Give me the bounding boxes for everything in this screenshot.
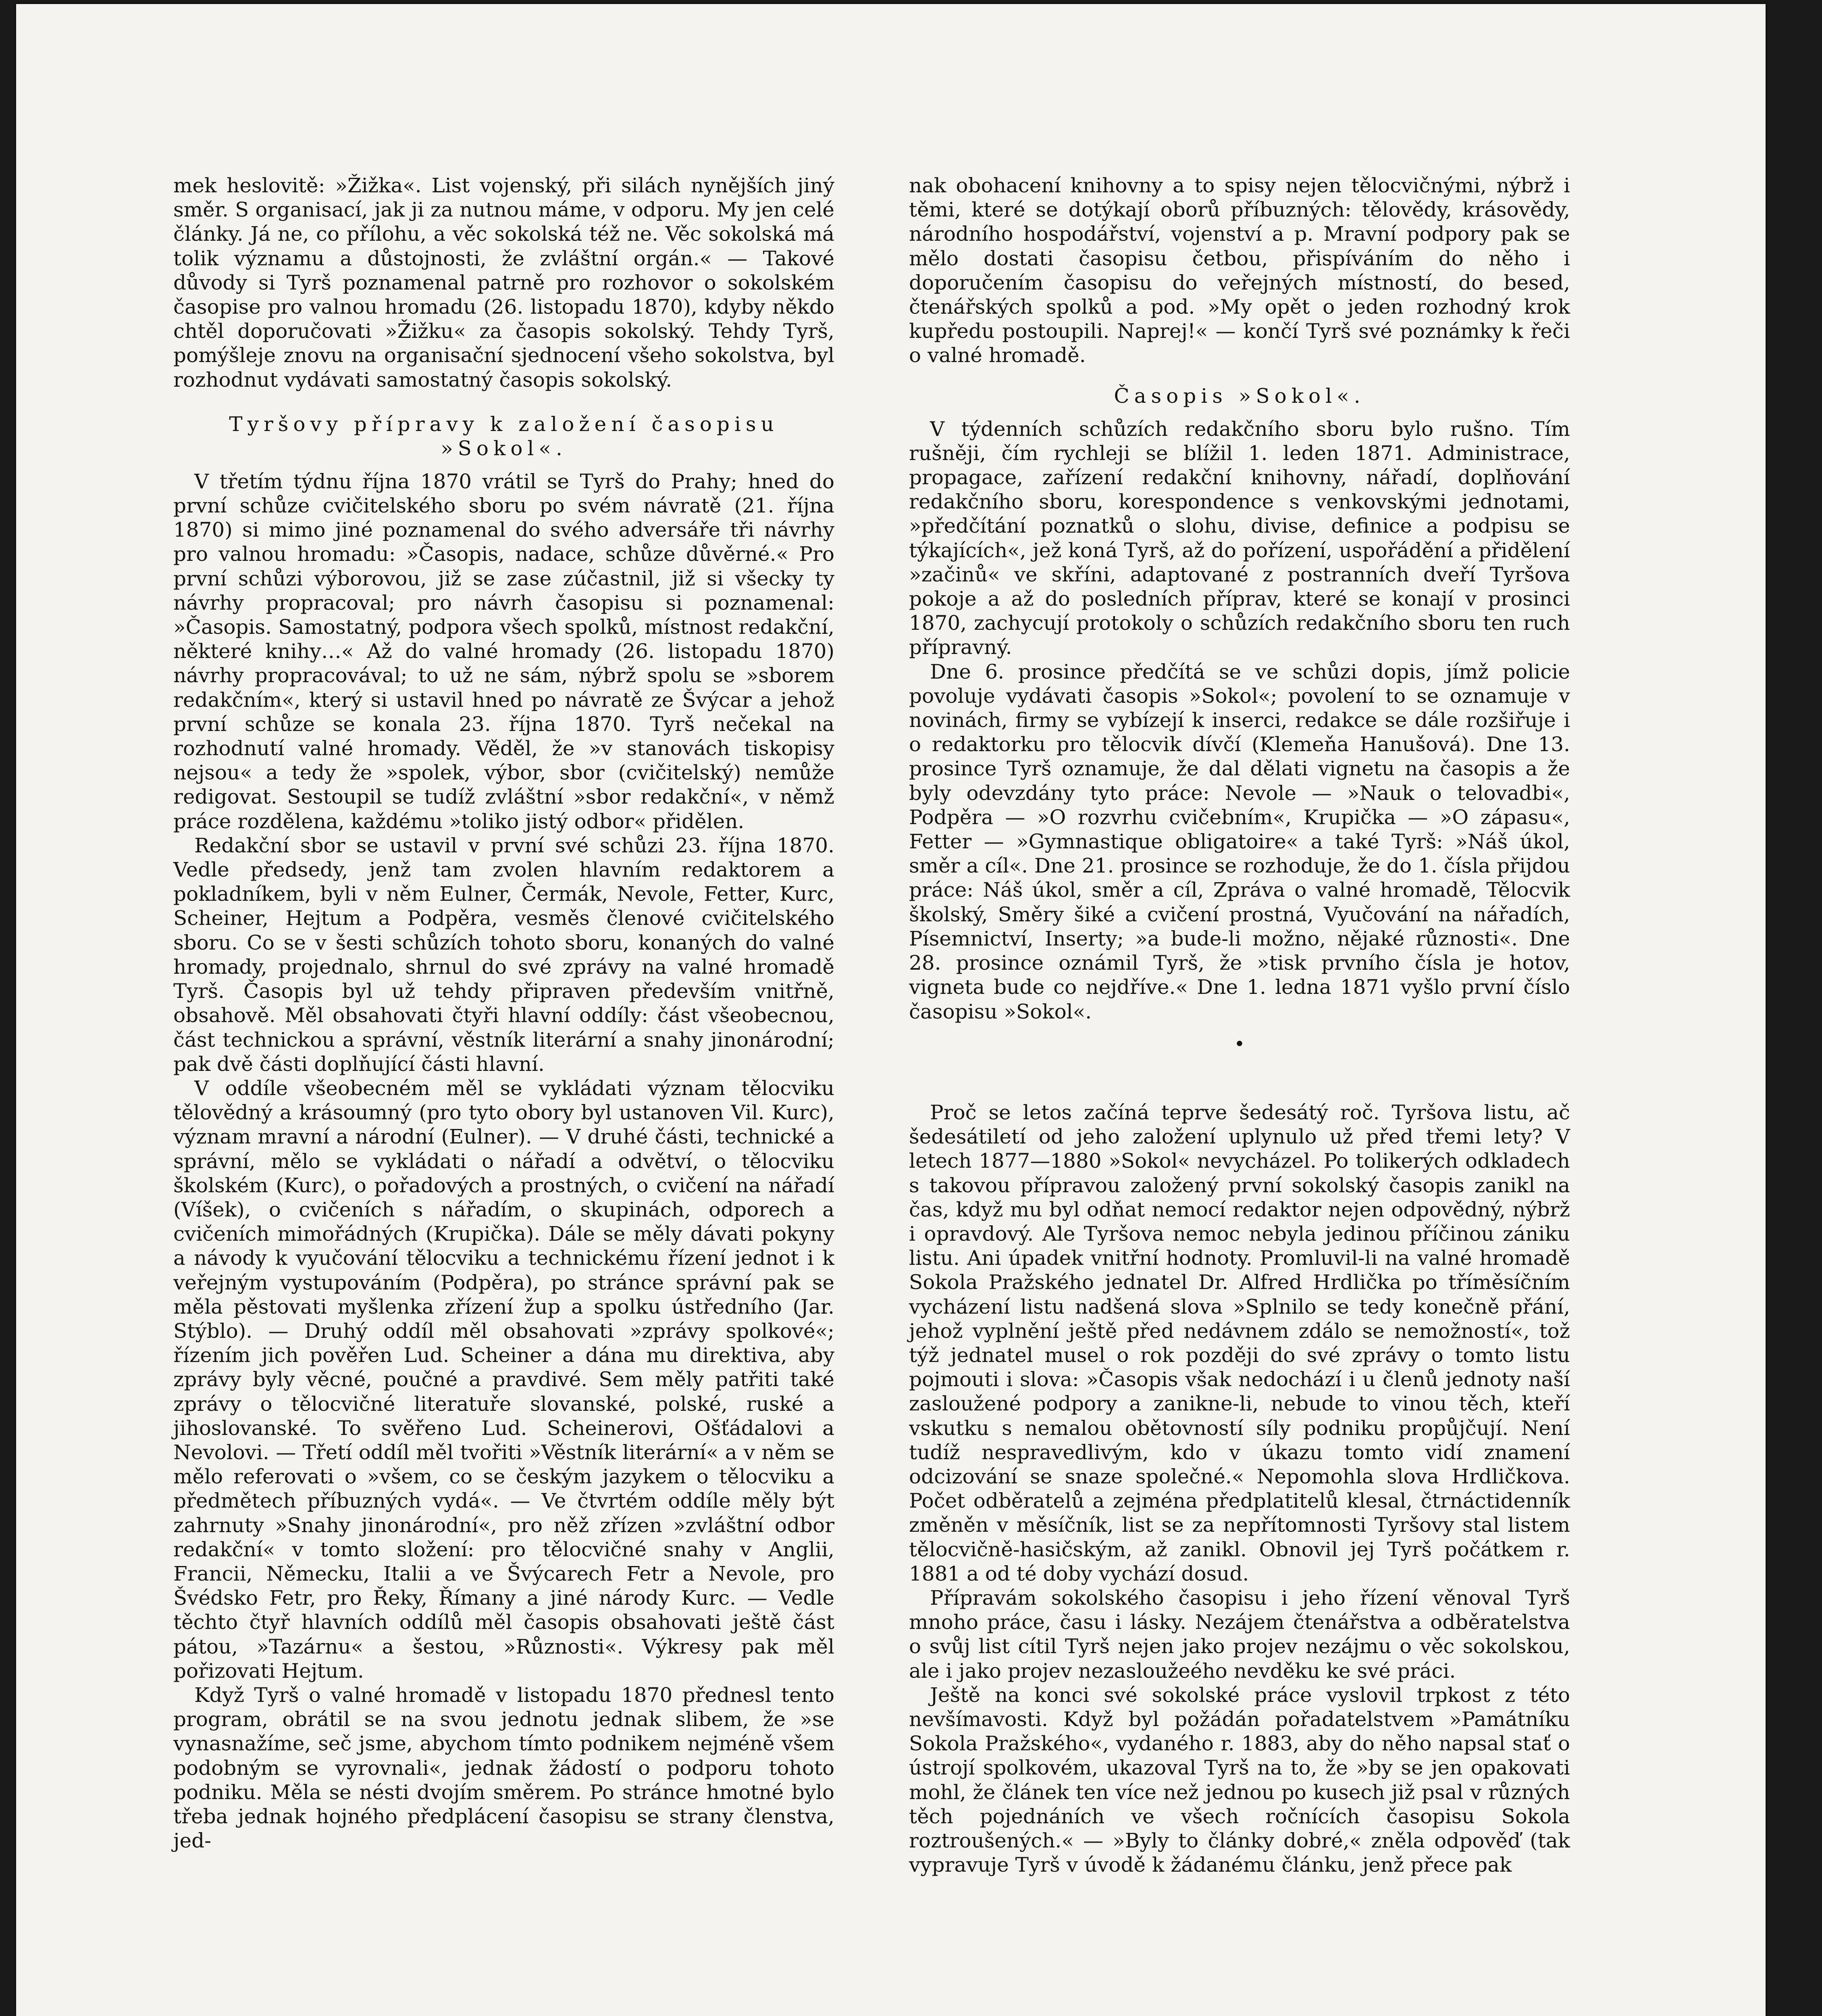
paragraph: Proč se letos začíná teprve šedesátý roč. Tyršova listu, ač šedesátiletí od jeho založení uplynulo už před třemi lety? V letech 1877—1880 »Sokol« nevycházel. Po tolikerých odkladech s takovou přípravou založený první sokolský časopis zanikl na čas, když mu byl odňat nemocí redaktor nejen odpovědný, nýbrž i opravdový. Ale Tyršova nemoc nebyla jedinou příčinou zániku listu. Ani úpadek vnitřní hodnoty. Promluvil-li na valné hromadě Sokola Pražského jednatel Dr. Alfred Hrdlička po tříměsíčním vycházení listu nadšená slova »Splnilo se tedy konečně přání, jehož vyplnění ještě před nedávnem zdálo se nemožností«, tož týž jednatel musel o rok později do své zprávy o tomto listu pojmouti i slova: »Časopis však nedochází i u členů jednoty naší zasloužené podpory a zanikne-li, nebude to vinou těch, kteří vskutku s nemalou obětovností síly podniku propůjčují. Není tudíž nespravedlivým, kdo v úkazu tomto vidí znamení odcizování se snaze společné.« Nepomohla slova Hrdličkova. Počet odběratelů a zejména předplatitelů klesal, čtrnáctidenník změněn v měsíčník, list se za nepřítomnosti Tyršovy stal listem tělocvičně-hasičským, až zanikl. Obnovil jej Tyrš počátkem r. 1881 a od té doby vychází dosud. bbox=[909, 1100, 1570, 1585]
right-column bbox=[909, 173, 1570, 1877]
left-column bbox=[173, 173, 834, 1853]
paragraph: Když Tyrš o valné hromadě v listopadu 1870 přednesl tento program, obrátil se na svou jednotu jednak slibem, že »se vynasnažíme, seč jsme, abychom tímto podnikem nejméně všem podobným se vyrovnali«, jednak žádostí o podporu tohoto podniku. Měla se nésti dvojím směrem. Po stránce hmotné bylo třeba jednak hojného předplácení časopisu se strany členstva, jed- bbox=[173, 1683, 834, 1853]
section-heading: Časopis »Sokol«. bbox=[1114, 384, 1365, 408]
paragraph: V týdenních schůzích redakčního sboru bylo rušno. Tím rušněji, čím rychleji se blížil 1. leden 1871. Administrace, propagace, zařízení redakční knihovny, nářadí, doplňování redakčního sboru, korespondence s venkovskými jednotami, »předčítání poznatků o slohu, divise, definice a podpisu se týkajících«, jež koná Tyrš, až do pořízení, uspořádění a přidělení »začinů« ve skříni, adaptované z postranních dveří Tyršova pokoje a až do posledních příprav, které se konají v prosinci 1870, zachycují protokoly o schůzích redakčního sboru ten ruch přípravný. bbox=[909, 417, 1570, 659]
paragraph: Dne 6. prosince předčítá se ve schůzi dopis, jímž policie povoluje vydávati časopis »Sokol«; povolení to se oznamuje v novinách, firmy se vybízejí k inserci, redakce se dále rozšiřuje i o redaktorku pro tělocvik dívčí (Klemeňa Hanušová). Dne 13. prosince Tyrš oznamuje, že dal dělati vignetu na časopis a že byly odevzdány tyto práce: Nevole — »Nauk o telovadbi«, Podpěra — »O rozvrhu cvičebním«, Krupička — »O zápasu«, Fetter — »Gymnastique obligatoire« a také Tyrš: »Náš úkol, směr a cíl«. Dne 21. prosince se rozhoduje, že do 1. čísla přijdou práce: Náš úkol, směr a cíl, Zpráva o valné hromadě, Tělocvik školský, Směry šiké a cvičení prostná, Vyučování na nářadích, Písemnictví, Inserty; »a bude-li možno, nějaké různosti«. Dne 28. prosince oznámil Tyrš, že »tisk prvního čísla je hotov, vigneta bude co nejdříve.« Dne 1. ledna 1871 vyšlo první číslo časopisu »Sokol«. bbox=[909, 660, 1570, 1023]
paragraph: Přípravám sokolského časopisu i jeho řízení věnoval Tyrš mnoho práce, času i lásky. Nezájem čtenářstva a odběratelstva o svůj list cítil Tyrš nejen jako projev nezájmu o věc sokolskou, ale i jako projev nezasloužeého nevděku ke své práci. bbox=[909, 1586, 1570, 1683]
section-separator: • bbox=[1234, 1033, 1245, 1055]
section-heading: Tyršovy přípravy k založení časopisu »Sokol«. bbox=[229, 412, 779, 460]
paragraph: mek heslovitě: »Žižka«. List vojenský, při silách nynějších jiný směr. S organisací, jak ji za nutnou máme, v odporu. My jen celé články. Já ne, co přílohu, a věc sokolská též ne. Věc sokolská má tolik významu a důstojnosti, že zvláštní orgán.« — Takové důvody si Tyrš poznamenal patrně pro rozhovor o sokolském časopise pro valnou hromadu (26. listopadu 1870), kdyby někdo chtěl doporučovati »Žižku« za časopis sokolský. Tehdy Tyrš, pomýšleje znovu na organisační sjednocení všeho sokolstva, byl rozhodnut vydávati samostatný časopis sokolský. bbox=[173, 174, 834, 392]
paragraph: V oddíle všeobecném měl se vykládati význam tělocviku tělovědný a krásoumný (pro tyto obory byl ustanoven Vil. Kurc), význam mravní a národní (Eulner). — V druhé části, technické a správní, mělo se vykládati o nářadí a odvětví, o tělocviku školském (Kurc), o pořadových a prostných, o cvičení na nářadí (Víšek), o cvičeních s nářadím, o skupinách, odporech a cvičeních mimořádných (Krupička). Dále se měly dávati pokyny a návody k vyučování tělocviku a technickému řízení jednot i k veřejným vystupováním (Podpěra), po stránce správní pak se měla pěstovati myšlenka zřízení žup a spolku ústředního (Jar. Stýblo). — Druhý oddíl měl obsahovati »zprávy spolkové«; řízením jich pověřen Lud. Scheiner a dána mu direktiva, aby zprávy byly věcné, poučné a pravdivé. Sem měly patřiti také zprávy o tělocvičné literatuře slovanské, polské, ruské a jihoslovanské. To svěřeno Lud. Scheinerovi, Ošťádalovi a Nevolovi. — Třetí oddíl měl tvořiti »Věstník literární« a v něm se mělo referovati o »všem, co se českým jazykem o tělocviku a předmětech příbuzných vydá«. — Ve čtvrtém oddíle měly být zahrnuty »Snahy jinonárodní«, pro něž zřízen »zvláštní odbor redakční« v tomto složení: pro tělocvičné snahy v Anglii, Francii, Německu, Italii a ve Švýcarech Fetr a Nevole, pro Švédsko Fetr, pro Řeky, Římany a jiné národy Kurc. — Vedle těchto čtyř hlavních oddílů měl časopis obsahovati ještě část pátou, »Tazárnu« a šestou, »Různosti«. Výkresy pak měl pořizovati Hejtum. bbox=[173, 1076, 834, 1683]
page-sheet bbox=[16, 4, 1766, 2016]
paragraph: Ještě na konci své sokolské práce vyslovil trpkost z této nevšímavosti. Když byl požádán pořadatelstvem »Památníku Sokola Pražského«, vydaného r. 1883, aby do něho napsal stať o ústrojí spolkovém, ukazoval Tyrš na to, že »by se jen opakovati mohl, že článek ten více než jednou po kusech již psal v různých těch pojednáních ve všech ročnících časopisu Sokola roztroušených.« — »Byly to články dobré,« zněla odpověď (tak vypravuje Tyrš v úvodě k žádanému článku, jenž přece pak bbox=[909, 1683, 1570, 1877]
paragraph: Redakční sbor se ustavil v první své schůzi 23. října 1870. Vedle předsedy, jenž tam zvolen hlavním redaktorem a pokladníkem, byli v něm Eulner, Čermák, Nevole, Fetter, Kurc, Scheiner, Hejtum a Podpěra, vesměs členové cvičitelského sboru. Co se v šesti schůzích tohoto sboru, konaných do valné hromady, projednalo, shrnul do své zprávy na valné hromadě Tyrš. Časopis byl už tehdy připraven především vnitřně, obsahově. Měl obsahovati čtyři hlavní oddíly: část všeobecnou, část technickou a správní, věstník literární a snahy jinonárodní; pak dvě části doplňující části hlavní. bbox=[173, 833, 834, 1076]
paragraph: nak obohacení knihovny a to spisy nejen tělocvičnými, nýbrž i těmi, které se dotýkají oborů příbuzných: tělovědy, krásovědy, národního hospodářství, vojenství a p. Mravní podpory pak se mělo dostati časopisu četbou, přispíváním do něho i doporučením časopisu do veřejných místností, do besed, čtenářských spolků a pod. »My opět o jeden rozhodný krok kupředu postoupili. Naprej!« — končí Tyrš své poznámky k řeči o valné hromadě. bbox=[909, 174, 1570, 367]
paragraph: V třetím týdnu října 1870 vrátil se Tyrš do Prahy; hned do první schůze cvičitelského sboru po svém návratě (21. října 1870) si mimo jiné poznamenal do svého adversáře tři návrhy pro valnou hromadu: »Časopis, nadace, schůze důvěrné.« Pro první schůzi výborovou, již se zase zúčastnil, již si všecky ty návrhy propracoval; pro návrh časopisu si poznamenal: »Časopis. Samostatný, podpora všech spolků, místnost redakční, některé knihy…« Až do valné hromady (26. listopadu 1870) návrhy propracovával; to už ne sám, nýbrž spolu se »sborem redakčním«, který si ustavil hned po návratě ze Švýcar a jehož první schůze se konala 23. října 1870. Tyrš nečekal na rozhodnutí valné hromady. Věděl, že »v stanovách tiskopisy nejsou« a tedy že »spolek, výbor, sbor (cvičitelský) nemůže redigovat. Sestoupil se tudíž zvláštní »sbor redakční«, v němž práce rozdělena, každému »toliko jistý odbor« přidělen. bbox=[173, 469, 834, 833]
